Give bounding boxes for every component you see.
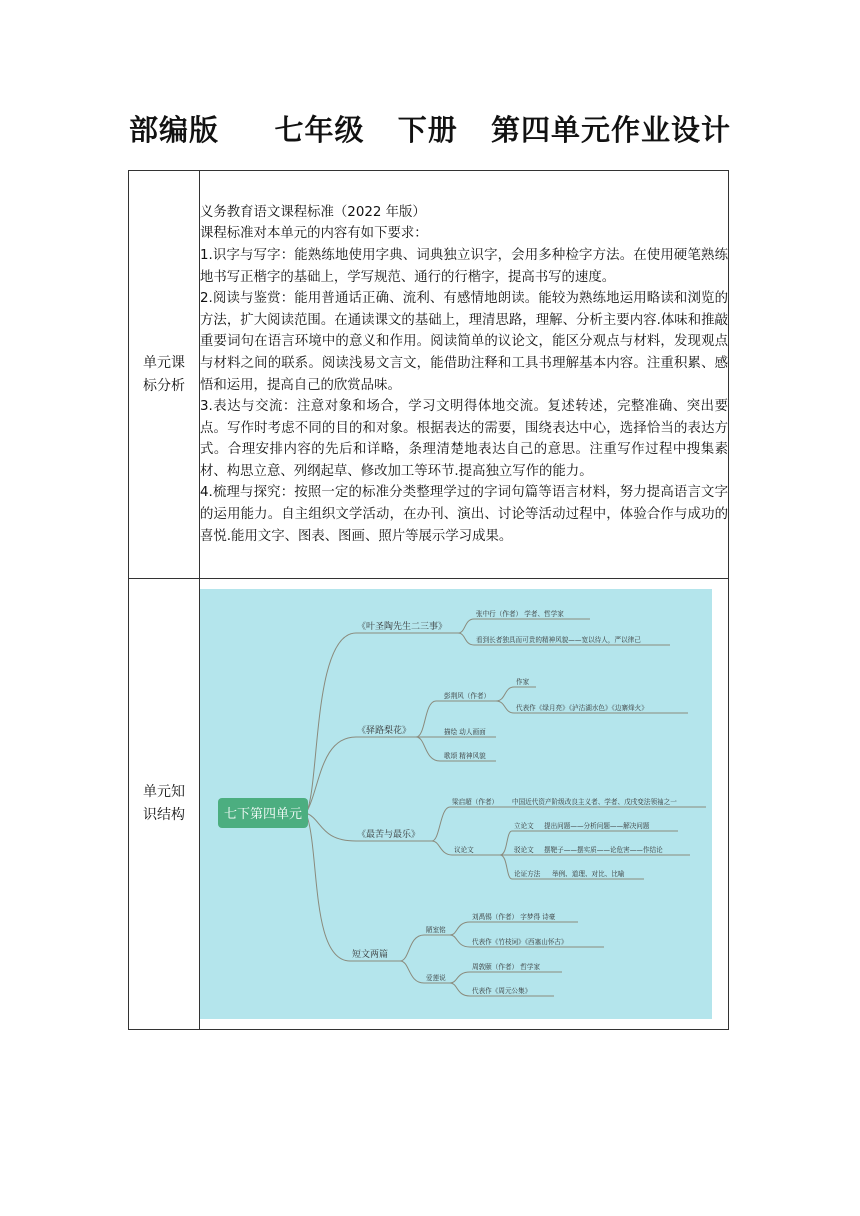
leaf-item: 举例、道理、对比、比喻 — [552, 870, 625, 878]
leaf-item: 描绘 动人画面 — [444, 728, 486, 736]
leaf-item: 摆靶子——摆实质——论危害——作结论 — [544, 846, 663, 854]
standards-item-1: 1.识字与写字：能熟练地使用字典、词典独立识字，会用多种检字方法。在使用硬笔熟练地书写正楷字的基础上，学写规范、通行的行楷字，提高书写的速度。 — [200, 247, 728, 285]
row-label-structure: 单元知识结构 — [129, 579, 200, 1030]
sub-node: 爱莲说 — [426, 974, 446, 982]
leaf-item: 周敦颐（作者） 哲学家 — [472, 963, 541, 971]
mind-map-svg — [200, 589, 712, 1019]
branch-label: 《最苦与最乐》 — [357, 830, 421, 840]
leaf-item: 代表作《周元公集》 — [472, 987, 532, 995]
branch-label: 《驿路梨花》 — [357, 726, 412, 736]
mind-map — [200, 589, 712, 1019]
standards-item-3: 3.表达与交流：注意对象和场合，学习文明得体地交流。复述转述，完整准确、突出要点。写作时考虑不同的目的和对象。根据表达的需要，围绕表达中心，选择恰当的表达方式。合理安排内容的先后和详略，条理清楚地表达自己的意思。注重写作过程中搜集素材、构思立意、列纲起草、修改加工等环节.提高独立写作的能力。 — [200, 399, 728, 479]
sub-node: 彭荆风（作者） — [444, 692, 491, 700]
leaf-item: 提出问题——分析问题——解决问题 — [544, 822, 650, 830]
sub-node: 陋室铭 — [426, 926, 446, 934]
branch-label: 《叶圣陶先生二三事》 — [357, 622, 448, 632]
unit-design-table — [128, 170, 729, 1030]
leaf-key: 驳论文 — [514, 846, 534, 854]
standards-content — [200, 171, 729, 579]
leaf-item: 看到长者独具而可贵的精神风貌——宽以待人，严以律己 — [476, 636, 641, 644]
leaf-key: 立论文 — [514, 822, 534, 830]
sub-node: 议论文 — [454, 846, 474, 854]
leaf-item: 张中行（作者） 学者、哲学家 — [476, 610, 564, 618]
leaf-item: 刘禹锡（作者） 字梦得 诗豪 — [472, 913, 556, 921]
leaf-item: 歌颂 精神风貌 — [444, 752, 486, 760]
row-label-standards: 单元课标分析 — [129, 171, 200, 579]
knowledge-structure-cell — [200, 579, 729, 1030]
branch-label: 短文两篇 — [352, 950, 389, 960]
leaf-item: 代表作《竹枝词》《西塞山怀古》 — [472, 938, 568, 946]
leaf-key: 论证方法 — [514, 870, 541, 878]
standards-line: 课程标准对本单元的内容有如下要求： — [200, 226, 428, 242]
standards-line: 义务教育语文课程标准（2022 年版） — [200, 204, 426, 220]
standards-item-4: 4.梳理与探究：按照一定的标准分类整理学过的字词句篇等语言材料，努力提高语言文字的运用能力。自主组织文学活动，在办刊、演出、讨论等活动过程中，体验合作与成功的喜悦.能用文字、图表、图画、照片等展示学习成果。 — [200, 485, 728, 544]
leaf-item: 代表作《绿月亮》《泸沽湖水色》《边寨烽火》 — [516, 704, 648, 712]
mind-map-root-label: 七下第四单元 — [223, 807, 303, 822]
leaf-item: 中国近代资产阶级改良主义者、学者、戊戌变法领袖之一 — [512, 798, 677, 806]
leaf-item: 作家 — [516, 678, 530, 686]
sub-node: 梁启超（作者） — [452, 798, 499, 806]
standards-item-2: 2.阅读与鉴赏：能用普通话正确、流利、有感情地朗读。能较为熟练地运用略读和浏览的方法，扩大阅读范围。在通读课文的基础上，理清思路，理解、分析主要内容.体味和推敲重要词句在语言环境中的意义和作用。阅读简单的议论文，能区分观点与材料，发现观点与材料之间的联系。阅读浅易文言文，能借助注释和工具书理解基本内容。注重积累、感悟和运用，提高自己的欣赏品味。 — [200, 291, 728, 393]
document-title: 部编版 七年级 下册 第四单元作业设计 — [128, 113, 732, 147]
